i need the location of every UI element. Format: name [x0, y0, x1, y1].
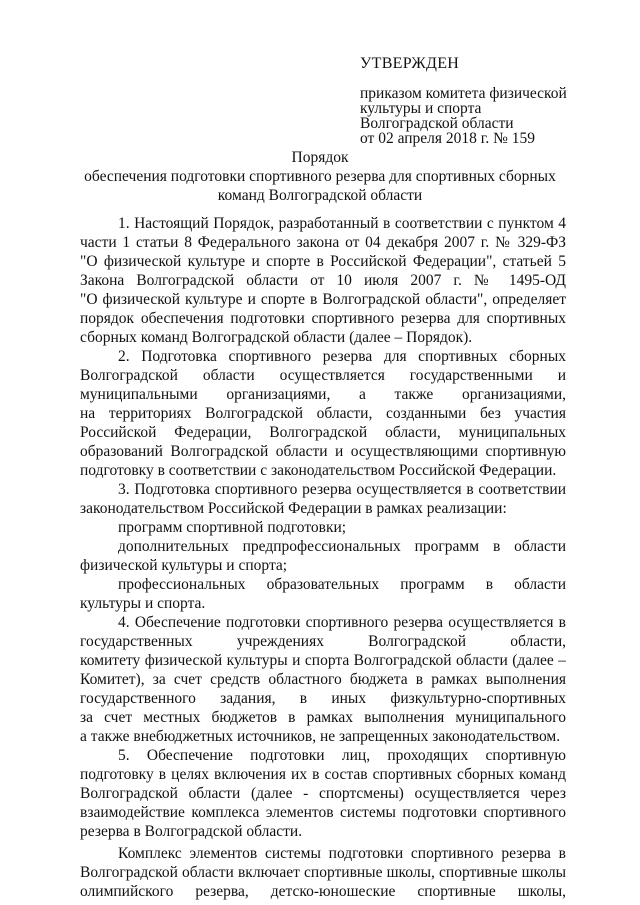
- text-line: сборных команд Волгоградской области (далее – Порядок).: [80, 329, 473, 346]
- paragraph-5: [80, 746, 566, 841]
- text-line: подготовку в целях включения их в состав спортивных сборных команд: [80, 766, 566, 783]
- title-line: команд Волгоградской области: [217, 187, 423, 204]
- text-line: порядок обеспечения подготовки спортивного резерва для спортивных: [80, 310, 566, 327]
- text-line: на территориях Волгоградской области, созданными без участия: [80, 405, 566, 422]
- text-line: олимпийского резерва, детско-юношеские спортивные школы,: [80, 883, 566, 900]
- text-line: а также внебюджетных источников, не запрещенных законодательством.: [80, 728, 561, 745]
- text-line: Закона Волгоградской области от 10 июля 2007 г. № 1495-ОД: [80, 272, 566, 289]
- text-line: образований Волгоградской области и осуществляющими спортивную: [80, 443, 566, 460]
- approval-line: от 02 апреля 2018 г. № 159: [360, 130, 536, 147]
- list-item: [80, 518, 566, 537]
- paragraph-4: [80, 613, 566, 746]
- text-line: резерва в Волгоградской области.: [80, 823, 303, 840]
- paragraph-complex: [80, 844, 566, 901]
- text-line: профессиональных образовательных программ в области: [118, 576, 566, 593]
- approval-line: приказом комитета физической: [360, 85, 567, 102]
- list-item: [80, 537, 566, 575]
- text-line: 3. Подготовка спортивного резерва осуществляется в соответствии: [118, 481, 566, 498]
- text-line: взаимодействие комплекса элементов системы подготовки спортивного: [80, 804, 566, 821]
- text-line: части 1 статьи 8 Федерального закона от 04 декабря 2007 г. № 329-ФЗ: [80, 234, 566, 251]
- text-line: муниципальными организациями, а также организациями,: [80, 386, 566, 403]
- document-title: [80, 148, 560, 205]
- list-item: [80, 575, 566, 613]
- text-line: 4. Обеспечение подготовки спортивного резерва осуществляется в: [118, 614, 566, 631]
- text-line: физической культуры и спорта;: [80, 557, 288, 574]
- paragraph-2: [80, 347, 566, 480]
- text-line: государственного задания, в иных физкультурно-спортивных: [80, 690, 566, 707]
- approval-line: культуры и спорта: [360, 100, 482, 117]
- approval-heading: УТВЕРЖДЕН: [360, 55, 460, 72]
- text-line: Волгоградской области (далее - спортсмены) осуществляется через: [80, 785, 566, 802]
- text-line: "О физической культуре и спорте в Российской Федерации", статьей 5: [80, 253, 566, 270]
- text-line: государственных учреждениях Волгоградской области,: [80, 633, 566, 650]
- approval-stamp: [360, 56, 610, 146]
- text-line: 2. Подготовка спортивного резерва для спортивных сборных: [118, 348, 566, 365]
- paragraph-3: [80, 480, 566, 518]
- text-line: 1. Настоящий Порядок, разработанный в соответствии с пунктом 4: [118, 215, 566, 232]
- text-line: 5. Обеспечение подготовки лиц, проходящих спортивную: [118, 747, 566, 764]
- paragraph-1: [80, 214, 566, 347]
- text-line: подготовку в соответствии с законодательством Российской Федерации.: [80, 462, 557, 479]
- text-line: за счет местных бюджетов в рамках выполнения муниципального: [80, 709, 566, 726]
- text-line: Комплекс элементов системы подготовки спортивного резерва в: [118, 845, 566, 862]
- text-line: законодательством Российской Федерации в рамках реализации:: [80, 500, 507, 517]
- text-line: Волгоградской области включает спортивные школы, спортивные школы: [80, 864, 566, 881]
- document-body: [80, 214, 566, 901]
- text-line: программ спортивной подготовки;: [118, 519, 347, 536]
- text-line: Российской Федерации, Волгоградской области, муниципальных: [80, 424, 566, 441]
- approval-line: Волгоградской области: [360, 115, 514, 132]
- text-line: культуры и спорта.: [80, 595, 206, 612]
- text-line: дополнительных предпрофессиональных программ в области: [118, 538, 566, 555]
- text-line: Волгоградской области осуществляется государственными и: [80, 367, 566, 384]
- text-line: комитету физической культуры и спорта Волгоградской области (далее –: [80, 652, 566, 669]
- title-line: обеспечения подготовки спортивного резерва для спортивных сборных: [84, 168, 556, 185]
- text-line: Комитет), за счет средств областного бюджета в рамках выполнения: [80, 671, 566, 688]
- title-line: Порядок: [291, 149, 349, 166]
- text-line: "О физической культуре и спорте в Волгоградской области", определяет: [80, 291, 566, 308]
